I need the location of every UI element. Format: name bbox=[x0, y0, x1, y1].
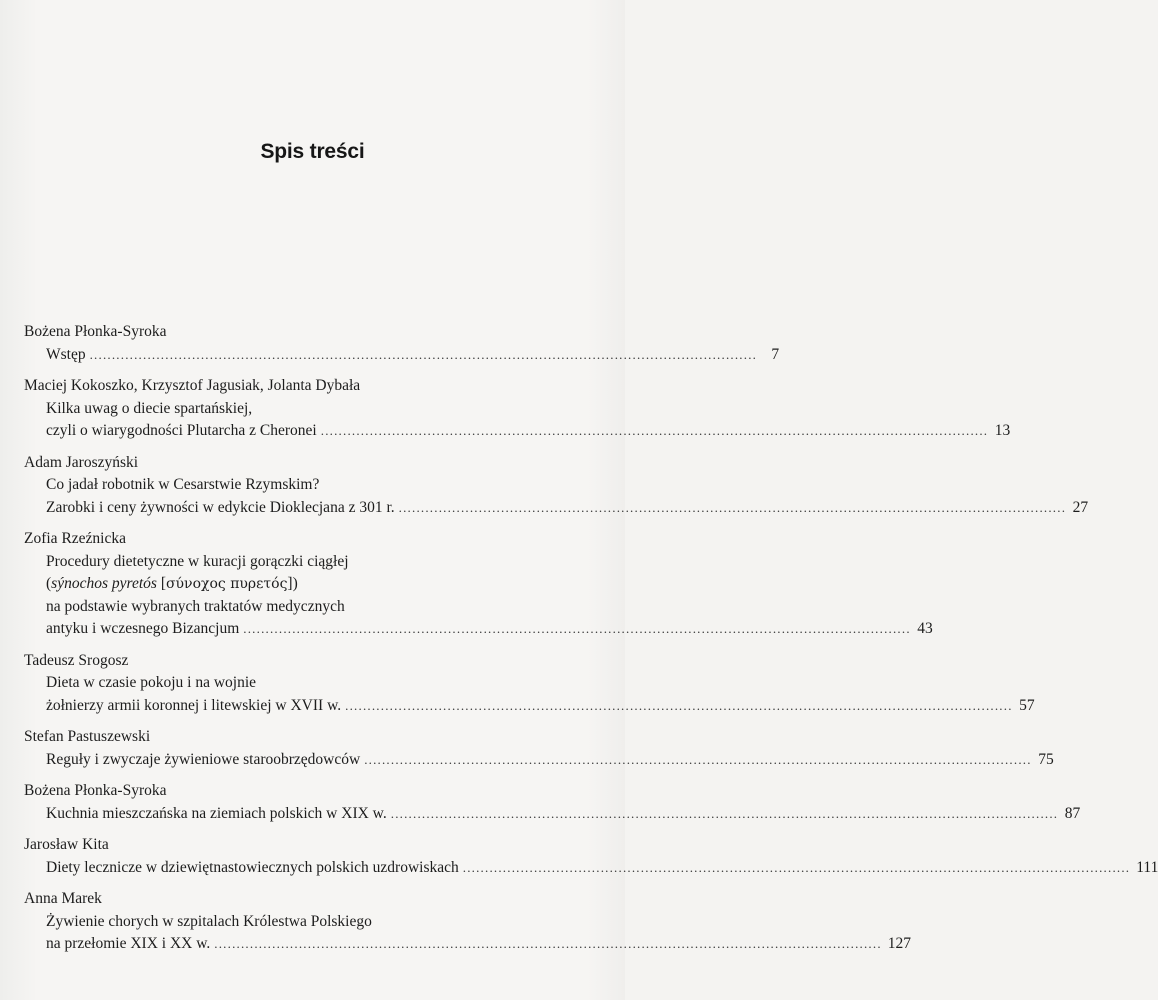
paren-open: ( bbox=[46, 575, 52, 592]
entry-title: antyku i wczesnego Bizancjum bbox=[46, 620, 240, 637]
dot-leader: ...................................................................................................................................................... bbox=[320, 423, 989, 438]
bracket-open: [ bbox=[156, 575, 166, 592]
dot-leader: ...................................................................................................................................................... bbox=[89, 346, 758, 362]
entry-author: Adam Jaroszyński bbox=[24, 453, 139, 471]
page-number: 87 bbox=[1064, 804, 1081, 822]
dot-leader: ...................................................................................................................................................... bbox=[462, 859, 1131, 875]
dot-leader: ...................................................................................................................................................... bbox=[364, 751, 1032, 767]
toc-entry bbox=[24, 528, 933, 641]
toc-entry bbox=[24, 452, 1089, 520]
dot-leader: ...................................................................................................................................................... bbox=[345, 697, 1013, 713]
dot-leader: ...................................................................................................................................................... bbox=[398, 499, 1067, 515]
page-number: 57 bbox=[1019, 696, 1035, 714]
entry-title: żołnierzy armii koronnej i litewskiej w XVII w. bbox=[46, 696, 342, 714]
page-number: 127 bbox=[887, 935, 912, 952]
page-title: Spis treści bbox=[260, 140, 365, 163]
entry-title-line bbox=[24, 933, 912, 956]
toc-entry bbox=[24, 650, 1035, 718]
page-number: 111 bbox=[1136, 858, 1158, 876]
entry-title: Reguły i zwyczaje żywieniowe staroobrzędowców bbox=[46, 750, 361, 768]
entry-title: Diety lecznicze w dziewiętnastowiecznych polskich uzdrowiskach bbox=[46, 858, 459, 876]
entry-title: Co jadał robotnik w Cesarstwie Rzymskim? bbox=[46, 476, 320, 493]
entry-title: Dieta w czasie pokoju i na wojnie bbox=[46, 674, 257, 691]
entry-title-line bbox=[24, 497, 1089, 520]
toc-entry bbox=[24, 780, 1081, 825]
entry-title: Żywienie chorych w szpitalach Królestwa Polskiego bbox=[46, 912, 372, 930]
table-of-contents bbox=[24, 321, 1158, 965]
bracket-close: ]) bbox=[287, 575, 298, 592]
entry-title-line bbox=[24, 857, 1158, 880]
entry-title: Kilka uwag o diecie spartańskiej, bbox=[46, 399, 253, 417]
entry-title-line bbox=[24, 420, 1011, 443]
page-number: 13 bbox=[994, 422, 1011, 439]
dot-leader: ...................................................................................................................................................... bbox=[243, 621, 911, 636]
entry-title-line bbox=[24, 749, 1054, 772]
entry-title-line bbox=[24, 344, 780, 367]
entry-title: Zarobki i ceny żywności w edykcie Dioklecjana z 301 r. bbox=[46, 498, 395, 516]
dot-leader: ...................................................................................................................................................... bbox=[390, 805, 1059, 821]
entry-author: Maciej Kokoszko, Krzysztof Jagusiak, Jolanta Dybała bbox=[24, 377, 361, 394]
entry-author: Tadeusz Srogosz bbox=[24, 651, 129, 669]
greek-term: σύνοχος πυρετός bbox=[165, 576, 288, 592]
toc-entry bbox=[24, 375, 1011, 443]
entry-author: Stefan Pastuszewski bbox=[24, 728, 151, 745]
entry-author: Anna Marek bbox=[24, 890, 102, 907]
entry-title: na przełomie XIX i XX w. bbox=[46, 935, 211, 952]
dot-leader: ...................................................................................................................................................... bbox=[214, 936, 882, 951]
entry-author: Jarosław Kita bbox=[24, 836, 109, 853]
entry-author: Bożena Płonka-Syroka bbox=[24, 782, 167, 799]
toc-entry bbox=[24, 834, 1158, 879]
page-number: 75 bbox=[1038, 750, 1054, 768]
entry-title-line bbox=[24, 803, 1081, 826]
entry-title-line bbox=[24, 695, 1035, 718]
entry-title: Wstęp bbox=[46, 345, 86, 363]
entry-title: Kuchnia mieszczańska na ziemiach polskich w XIX w. bbox=[46, 804, 387, 822]
entry-author: Bożena Płonka-Syroka bbox=[24, 323, 167, 340]
entry-author: Zofia Rzeźnicka bbox=[24, 530, 126, 547]
page-number: 27 bbox=[1072, 498, 1089, 516]
entry-title-italic-line bbox=[24, 573, 563, 596]
page-number: 43 bbox=[917, 620, 933, 637]
transliterated-term: sýnochos pyretós bbox=[51, 575, 157, 592]
toc-entry bbox=[24, 888, 912, 956]
entry-title: na podstawie wybranych traktatów medycznych bbox=[46, 597, 345, 615]
toc-entry bbox=[24, 726, 1054, 771]
page-number: 7 bbox=[771, 345, 780, 363]
entry-title-line bbox=[24, 618, 933, 641]
entry-title: czyli o wiarygodności Plutarcha z Cheronei bbox=[46, 422, 317, 439]
toc-entry bbox=[24, 321, 780, 366]
entry-title: Procedury dietetyczne w kuracji gorączki ciągłej bbox=[46, 552, 349, 570]
